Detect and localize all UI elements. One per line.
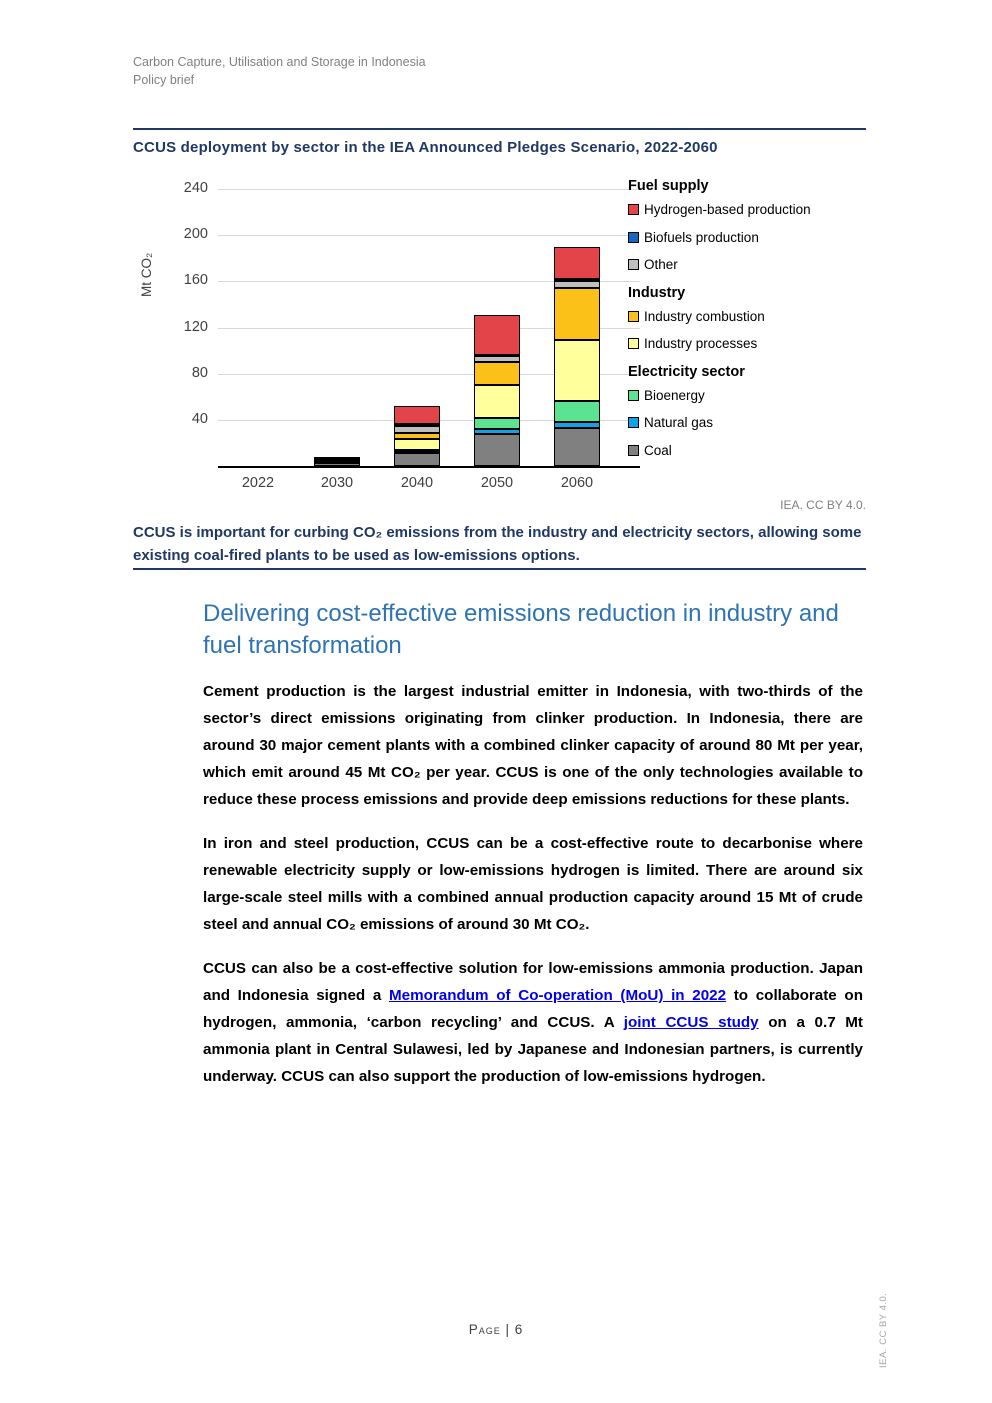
legend-item-natural-gas bbox=[628, 409, 866, 437]
legend-swatch-icon bbox=[628, 338, 639, 349]
legend-swatch-icon bbox=[628, 204, 639, 215]
legend-label: Other bbox=[644, 257, 678, 273]
y-tick-label-240: 240 bbox=[183, 180, 208, 196]
legend-item-hydrogen-based-production bbox=[628, 196, 866, 224]
paragraph-ammonia bbox=[203, 955, 863, 1090]
legend-label: Bioenergy bbox=[644, 387, 705, 403]
legend-group-fuel-supply: Fuel supply bbox=[628, 178, 709, 194]
bar-segment-2050-hydrogen-based-production bbox=[474, 315, 520, 355]
legend-item-other bbox=[628, 251, 866, 279]
bar-segment-2040-bioenergy bbox=[394, 450, 440, 452]
page-number: Page | 6 bbox=[468, 1322, 524, 1337]
bar-segment-2050-industry-combustion bbox=[474, 362, 520, 385]
bar-segment-2030-industry-processes bbox=[314, 459, 360, 461]
main-content bbox=[203, 598, 863, 1107]
bar-segment-2040-hydrogen-based-production bbox=[394, 406, 440, 424]
legend-swatch-icon bbox=[628, 390, 639, 401]
paragraph-steel: In iron and steel production, CCUS can be a cost-effective route to decarbonise where renewable electricity supply or low-emissions hydrogen is limited. There are around six large-scale steel mills with a combined annual production capacity around 15 Mt of crude steel and annual CO₂ emissions of around 30 Mt CO₂. bbox=[203, 835, 863, 933]
running-header bbox=[133, 53, 426, 89]
side-attribution: IEA. CC BY 4.0. bbox=[878, 1292, 889, 1368]
x-tick-label-2040: 2040 bbox=[400, 475, 434, 491]
legend-label: Biofuels production bbox=[644, 229, 759, 245]
paragraph-ammonia-text-1: CCUS can also be a cost-effective solution for low-emissions ammonia production. Japan and Indonesia signed a bbox=[203, 960, 863, 1004]
running-header-title: Carbon Capture, Utilisation and Storage in Indonesia bbox=[133, 55, 426, 69]
figure-top-rule bbox=[133, 128, 866, 130]
legend-group-electricity-sector: Electricity sector bbox=[628, 363, 745, 380]
bar-segment-2050-coal bbox=[474, 434, 520, 466]
bar-segment-2050-other bbox=[474, 356, 520, 362]
bar-segment-2060-coal bbox=[554, 428, 600, 466]
legend-item-coal bbox=[628, 437, 866, 465]
x-tick-label-2030: 2030 bbox=[320, 475, 354, 491]
legend-label: Coal bbox=[644, 442, 672, 458]
bar-segment-2040-coal bbox=[394, 453, 440, 466]
bar-segment-2060-bioenergy bbox=[554, 401, 600, 422]
figure-caption: CCUS is important for curbing CO₂ emissions from the industry and electricity sectors, allowing some existing coal-fired plants to be used as low-emissions options. bbox=[133, 524, 862, 564]
bar-segment-2060-hydrogen-based-production bbox=[554, 247, 600, 279]
paragraph-ammonia-text-3: on a 0.7 Mt ammonia plant in Central Sulawesi, led by Japanese and Indonesian partners, is currently underway. CCUS can also support the production of low-emissions hydrogen. bbox=[203, 1014, 863, 1085]
bar-segment-2040-other bbox=[394, 426, 440, 433]
bar-segment-2040-industry-processes bbox=[394, 439, 440, 449]
paragraph-cement: Cement production is the largest industrial emitter in Indonesia, with two-thirds of the sector’s direct emissions originating from clinker production. In Indonesia, there are around 30 major cement plants with a combined clinker capacity of around 80 Mt per year, which emit around 45 Mt CO₂ per year. CCUS is one of the only technologies available to reduce these process emissions and provide deep emissions reductions for these plants. bbox=[203, 683, 863, 808]
y-axis-title: Mt CO₂ bbox=[139, 252, 154, 298]
legend-item-industry-combustion bbox=[628, 303, 866, 331]
gridline-240 bbox=[218, 189, 640, 190]
figure-bottom-rule bbox=[133, 568, 866, 570]
figure-block bbox=[133, 128, 866, 570]
running-header-subtitle: Policy brief bbox=[133, 73, 195, 87]
chart-legend bbox=[628, 172, 866, 464]
legend-item-bioenergy bbox=[628, 382, 866, 410]
bar-segment-2050-natural-gas bbox=[474, 429, 520, 434]
x-axis-line bbox=[218, 466, 640, 468]
legend-swatch-icon bbox=[628, 311, 639, 322]
bar-segment-2060-other bbox=[554, 281, 600, 288]
bar-segment-2050-bioenergy bbox=[474, 418, 520, 430]
bar-segment-2060-industry-processes bbox=[554, 340, 600, 401]
legend-label: Natural gas bbox=[644, 415, 714, 431]
joint-ccus-study-link[interactable]: joint CCUS study bbox=[623, 1014, 759, 1031]
y-tick-label-160: 160 bbox=[183, 272, 208, 289]
section-heading: Delivering cost-effective emissions reduction in industry and fuel transformation bbox=[203, 600, 839, 659]
mou-link[interactable]: Memorandum of Co-operation (MoU) in 2022 bbox=[388, 987, 727, 1004]
legend-item-industry-processes bbox=[628, 330, 866, 358]
legend-label: Industry combustion bbox=[644, 308, 765, 324]
paragraph-ammonia-text-2: to collaborate on hydrogen, ammonia, ‘carbon recycling’ and CCUS. A bbox=[203, 987, 863, 1031]
bar-segment-2030-natural-gas bbox=[314, 461, 360, 463]
gridline-200 bbox=[218, 235, 640, 236]
legend-item-biofuels-production bbox=[628, 224, 866, 252]
legend-label: Industry processes bbox=[644, 336, 758, 352]
bar-segment-2050-biofuels-production bbox=[474, 355, 520, 357]
legend-swatch-icon bbox=[628, 417, 639, 428]
ccus-deployment-chart bbox=[133, 170, 866, 500]
bar-segment-2040-industry-combustion bbox=[394, 433, 440, 440]
x-tick-label-2022: 2022 bbox=[241, 475, 275, 491]
y-tick-label-80: 80 bbox=[191, 364, 208, 381]
bar-segment-2050-industry-processes bbox=[474, 385, 520, 417]
legend-group-industry: Industry bbox=[628, 284, 686, 301]
x-tick-label-2050: 2050 bbox=[480, 475, 514, 491]
legend-swatch-icon bbox=[628, 445, 639, 456]
y-tick-label-200: 200 bbox=[183, 226, 208, 243]
bar-segment-2040-biofuels-production bbox=[394, 424, 440, 426]
x-tick-label-2060: 2060 bbox=[560, 475, 594, 491]
figure-title: CCUS deployment by sector in the IEA Announced Pledges Scenario, 2022-2060 bbox=[133, 139, 718, 156]
bar-segment-2060-industry-combustion bbox=[554, 288, 600, 340]
bar-segment-2060-biofuels-production bbox=[554, 279, 600, 281]
legend-swatch-icon bbox=[628, 232, 639, 243]
y-tick-label-40: 40 bbox=[191, 410, 208, 427]
y-tick-label-120: 120 bbox=[183, 318, 208, 335]
bar-segment-2030-hydrogen-based-production bbox=[314, 457, 360, 459]
legend-swatch-icon bbox=[628, 259, 639, 270]
legend-label: Hydrogen-based production bbox=[644, 202, 811, 218]
bar-segment-2060-natural-gas bbox=[554, 422, 600, 428]
figure-attribution: IEA. CC BY 4.0. bbox=[780, 498, 866, 512]
